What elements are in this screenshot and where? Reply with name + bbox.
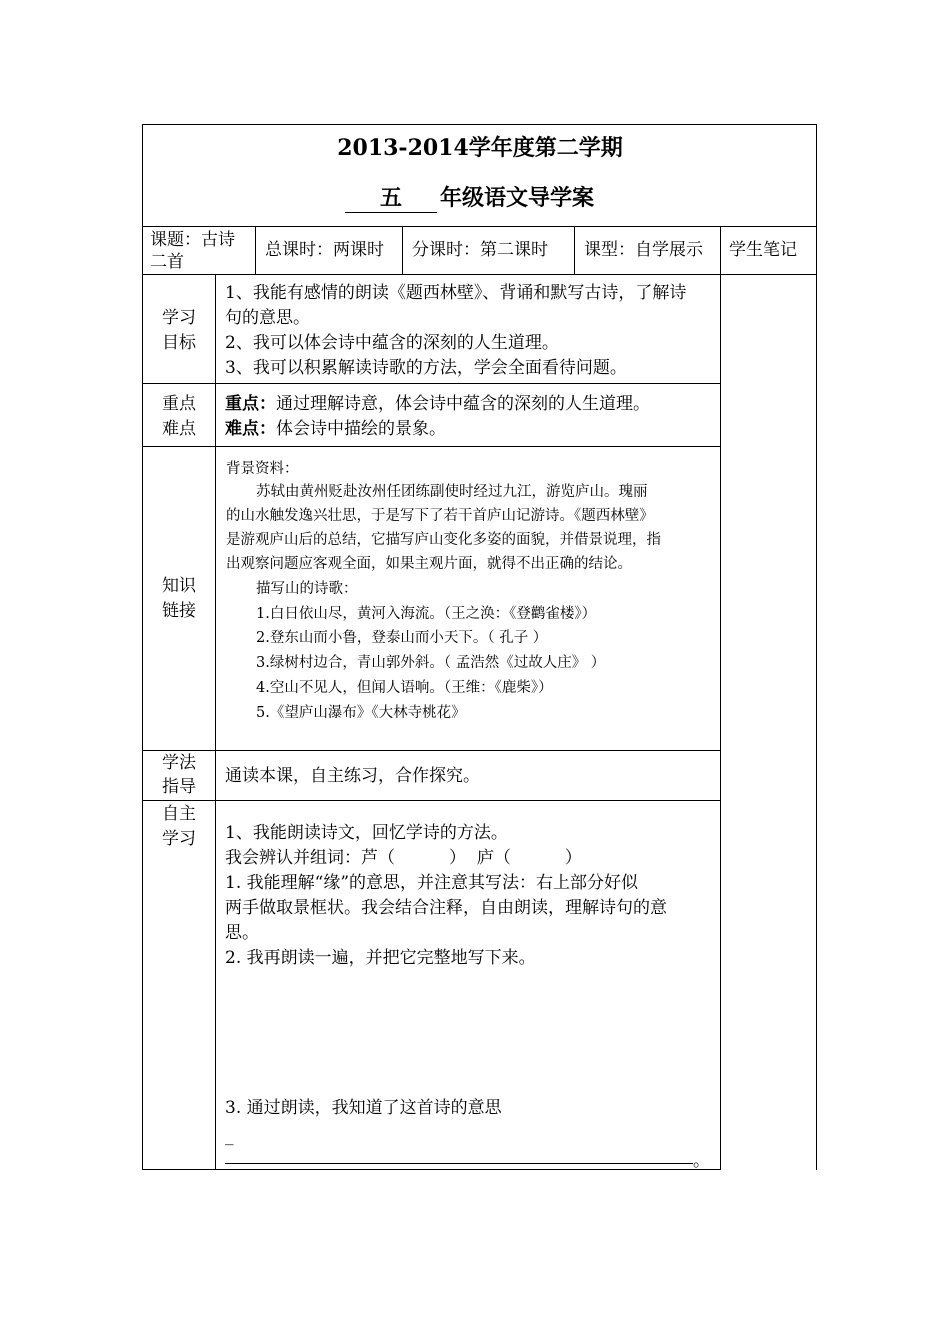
- difficulty-row: [225, 417, 446, 442]
- keypoints-label-cont: 难点: [162, 419, 196, 439]
- col-divider: [402, 226, 403, 274]
- goals-label: 学习: [162, 308, 196, 328]
- sub-hours: 分课时：第二课时: [412, 240, 548, 260]
- difficulty-text: 体会诗中描绘的景象。: [276, 419, 446, 439]
- table-border-right: [816, 124, 817, 1170]
- row-divider: [142, 1169, 721, 1170]
- goal-line: 句的意思。: [225, 308, 310, 328]
- student-notes-header: 学生笔记: [729, 240, 797, 260]
- goal-line: 3、我可以积累解读诗歌的方法，学会全面看待问题。: [225, 358, 627, 378]
- topic-label-cont: 二首: [150, 252, 184, 272]
- selfstudy-line: 我会辨认并组词：芦（ ） 庐（ ）: [225, 848, 582, 868]
- selfstudy-line: 1、我能朗读诗文，回忆学诗的方法。: [225, 823, 508, 843]
- goal-line: 1、我能有感情的朗读《题西林壁》、背诵和默写古诗，了解诗: [225, 283, 687, 303]
- table-border-left: [142, 124, 143, 1170]
- topic-label: 课题：古诗: [150, 230, 235, 250]
- answer-blank-start: _: [225, 1126, 234, 1146]
- grade-value: 五: [380, 185, 403, 211]
- goal-line: 2、我可以体会诗中蕴含的深刻的人生道理。: [225, 333, 559, 353]
- row-divider: [142, 274, 817, 275]
- question-3: 3. 通过朗读，我知道了这首诗的意思: [225, 1098, 502, 1118]
- poem-item: 3.绿树村边合，青山郭外斜。（ 孟浩然《过故人庄》 ）: [256, 655, 606, 671]
- difficulty-label: 难点：: [225, 419, 276, 439]
- poem-item: 2.登东山而小鲁，登泰山而小天下。（ 孔子 ）: [256, 630, 548, 646]
- background-line: 是游观庐山后的总结，它描写庐山变化多姿的面貌，并借景说理，指: [226, 532, 661, 548]
- document-title: 2013-2014学年度第二学期: [337, 135, 623, 161]
- col-divider: [255, 226, 256, 274]
- poem-item: 4.空山不见人，但闻人语响。（王维：《鹿柴》）: [256, 680, 553, 696]
- selfstudy-line: 思。: [225, 923, 259, 943]
- row-divider: [142, 226, 817, 227]
- knowledge-label: 知识: [162, 576, 196, 596]
- row-divider: [142, 750, 721, 751]
- knowledge-label-cont: 链接: [162, 601, 196, 621]
- goals-label-cont: 目标: [162, 333, 196, 353]
- focus-text: 通过理解诗意，体会诗中蕴含的深刻的人生道理。: [276, 394, 650, 414]
- focus-row: [225, 392, 650, 417]
- method-text: 通读本课，自主练习，合作探究。: [225, 766, 480, 786]
- selfstudy-line: 2. 我再朗读一遍，并把它完整地写下来。: [225, 948, 536, 968]
- method-label-cont: 指导: [162, 777, 196, 797]
- selfstudy-line: 两手做取景框状。我会结合注释，自由朗读，理解诗句的意: [225, 898, 667, 918]
- table-border-top: [142, 124, 817, 125]
- poems-title: 描写山的诗歌：: [256, 581, 358, 597]
- background-line: 苏轼由黄州贬赴汝州任团练副使时经过九江，游览庐山。瑰丽: [256, 484, 648, 500]
- background-line: 的山水触发逸兴壮思，于是写下了若干首庐山记游诗。《题西林壁》: [226, 508, 654, 524]
- background-title: 背景资料：: [226, 461, 299, 477]
- total-hours: 总课时：两课时: [265, 240, 384, 260]
- col-divider: [574, 226, 575, 274]
- background-line: 出观察问题应客观全面，如果主观片面，就得不出正确的结论。: [226, 556, 632, 572]
- selfstudy-label: 自主: [162, 804, 196, 824]
- focus-label: 重点：: [225, 394, 276, 414]
- col-divider: [215, 274, 216, 1170]
- poem-item: 1.白日依山尽，黄河入海流。（王之涣：《登鹳雀楼》）: [256, 606, 597, 622]
- keypoints-label: 重点: [162, 394, 196, 414]
- row-divider: [142, 383, 721, 384]
- document-subtitle: 年级语文导学案: [440, 185, 595, 211]
- col-divider: [720, 226, 721, 1170]
- row-divider: [142, 446, 721, 447]
- answer-end-mark: 。: [693, 1151, 710, 1171]
- answer-blank-line[interactable]: [225, 1163, 693, 1164]
- poem-item: 5.《望庐山瀑布》《大林寺桃花》: [256, 705, 466, 721]
- selfstudy-label-cont: 学习: [162, 829, 196, 849]
- method-label: 学法: [162, 753, 196, 773]
- row-divider: [142, 800, 721, 801]
- grade-underline: [345, 212, 437, 213]
- lesson-type: 课型：自学展示: [584, 240, 703, 260]
- selfstudy-line: 1. 我能理解“缘”的意思，并注意其写法：右上部分好似: [225, 873, 639, 893]
